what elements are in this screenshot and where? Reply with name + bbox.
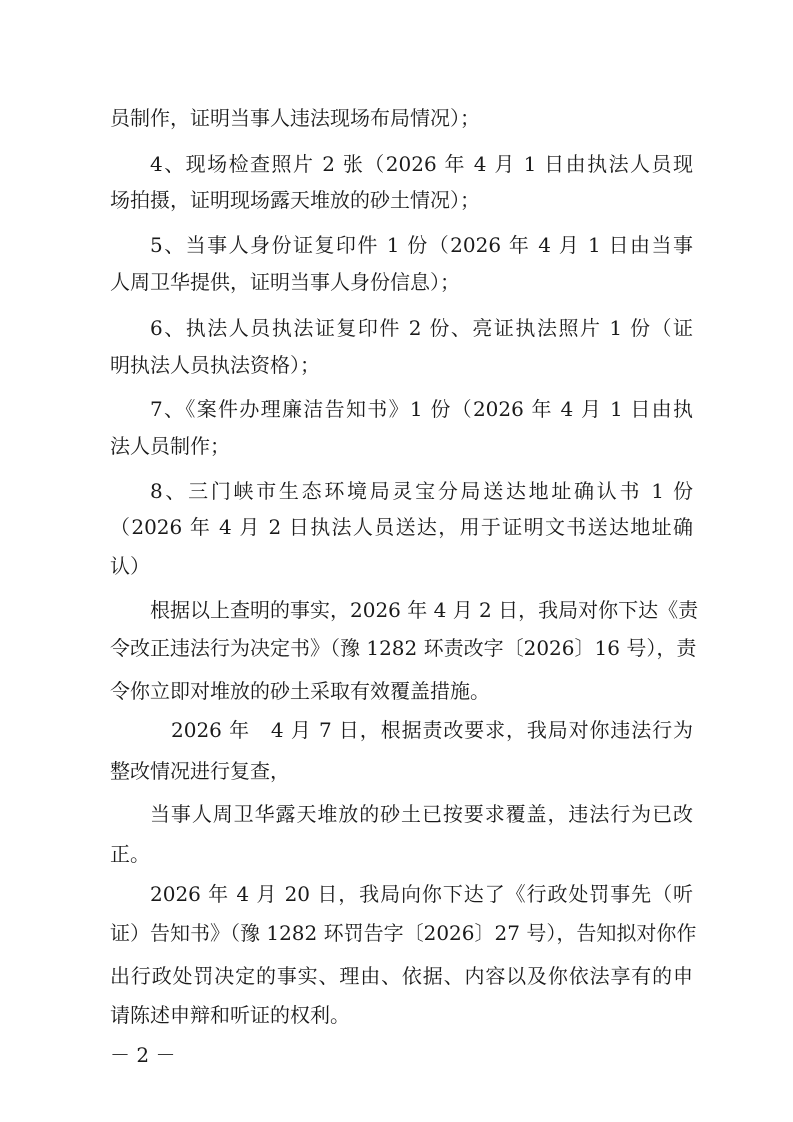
body-line-8: 7、《案件办理廉洁告知书》1 份（2026 年 4 月 1 日由执 (150, 397, 693, 421)
body-line-7: 明执法人员执法资格）； (110, 353, 320, 377)
body-line-19: 正。 (110, 842, 150, 866)
body-line-22: 出行政处罚决定的事实、理由、依据、内容以及你依法享有的申 (110, 964, 693, 988)
body-line-4: 5、当事人身份证复印件 1 份（2026 年 4 月 1 日由当事 (150, 233, 693, 257)
body-line-3: 场拍摄，证明现场露天堆放的砂土情况）； (110, 188, 480, 212)
body-line-18: 当事人周卫华露天堆放的砂土已按要求覆盖，违法行为已改 (150, 802, 693, 826)
body-line-16: 2026 年 4 月 7 日，根据责改要求，我局对你违法行为 (171, 718, 693, 742)
body-line-10: 8、三门峡市生态环境局灵宝分局送达地址确认书 1 份 (150, 479, 693, 503)
body-line-17: 整改情况进行复查， (110, 759, 290, 783)
body-line-13: 根据以上查明的事实，2026 年 4 月 2 日，我局对你下达《责 (150, 598, 699, 622)
body-line-14: 令改正违法行为决定书》（豫 1282 环责改字〔2026〕16 号），责 (110, 636, 697, 660)
body-line-2: 4、现场检查照片 2 张（2026 年 4 月 1 日由执法人员现 (150, 152, 693, 176)
body-line-23: 请陈述申辩和听证的权利。 (110, 1003, 350, 1027)
body-line-11: （2026 年 4 月 2 日执法人员送达，用于证明文书送达地址确 (110, 515, 693, 539)
body-line-21: 证）告知书》（豫 1282 环罚告字〔2026〕27 号），告知拟对你作 (110, 921, 697, 945)
body-line-20: 2026 年 4 月 20 日，我局向你下达了《行政处罚事先（听 (150, 882, 693, 906)
body-line-9: 法人员制作； (110, 434, 230, 458)
body-line-5: 人周卫华提供，证明当事人身份信息）； (110, 270, 460, 294)
body-line-15: 令你立即对堆放的砂土采取有效覆盖措施。 (110, 679, 490, 703)
body-line-6: 6、执法人员执法证复印件 2 份、亮证执法照片 1 份（证 (150, 316, 693, 340)
page-number: － 2 － (110, 1043, 176, 1067)
body-line-12: 认） (110, 554, 150, 578)
body-line-1: 员制作，证明当事人违法现场布局情况）； (110, 106, 480, 130)
